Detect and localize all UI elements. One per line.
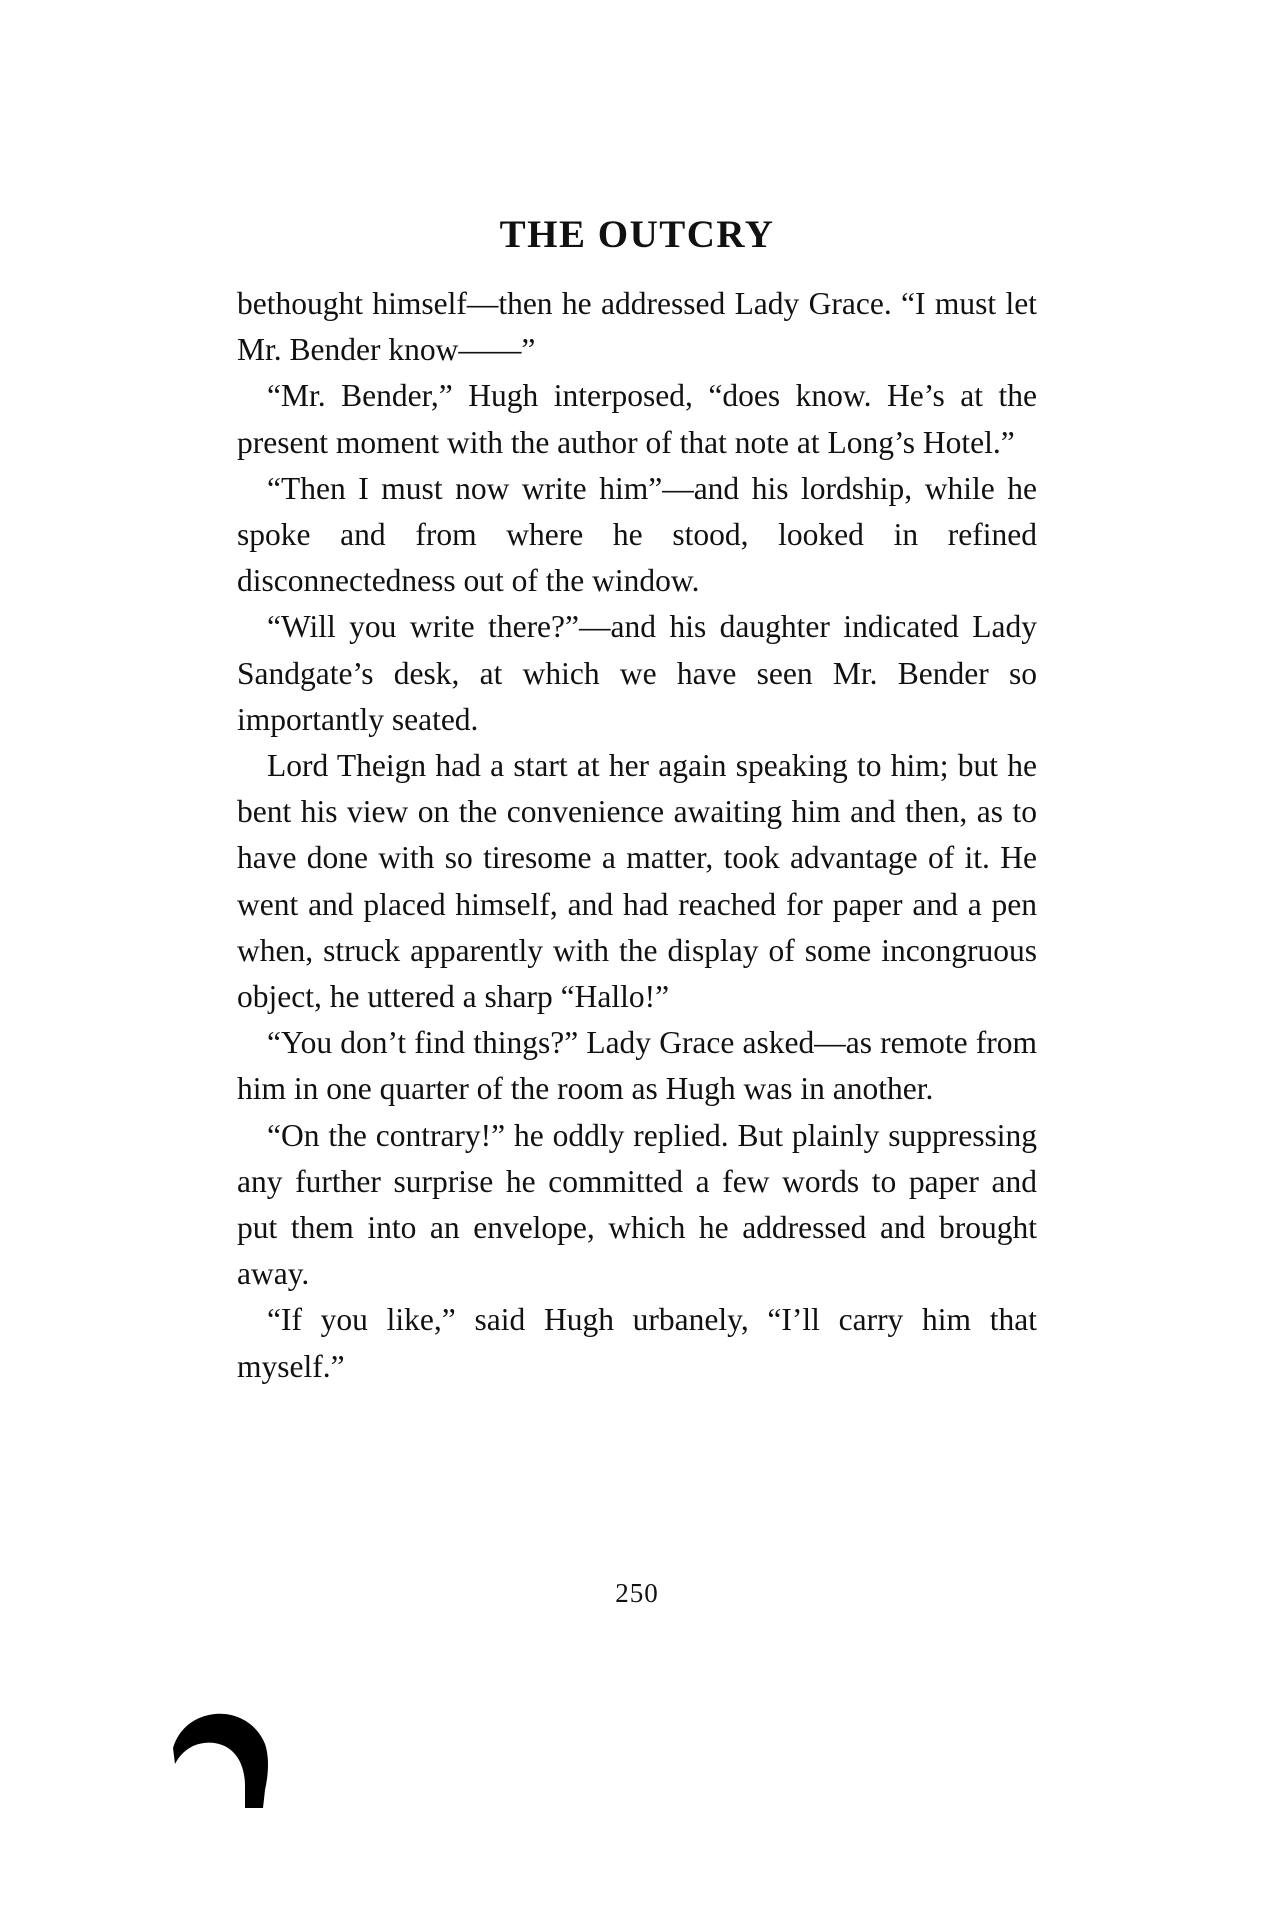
paragraph: “Mr. Bender,” Hugh interposed, “does know. He’s at the present moment with the author of that note at Long’s Hotel.” xyxy=(237,378,1037,460)
paragraph: “Will you write there?”—and his daughter indicated Lady Sandgate’s desk, at which we have seen Mr. Bender so importantly seated. xyxy=(237,609,1037,737)
paragraph: bethought himself—then he addressed Lady Grace. “I must let Mr. Bender know——” xyxy=(237,286,1037,368)
book-page xyxy=(237,205,1037,1390)
running-head: THE OUTCRY xyxy=(499,213,775,256)
paragraph: “If you like,” said Hugh urbanely, “I’ll carry him that myself.” xyxy=(237,1302,1037,1384)
page-number: 250 xyxy=(615,1578,659,1608)
paragraph: “Then I must now write him”—and his lordship, while he spoke and from where he stood, looked in refined disconnectedness out of the window. xyxy=(237,470,1037,599)
paragraph: “On the contrary!” he oddly replied. But plainly suppressing any further surprise he committed a few words to paper and put them into an envelope, which he addressed and brought away. xyxy=(237,1117,1037,1292)
scan-thumb-smudge xyxy=(165,1698,275,1808)
paragraph: Lord Theign had a start at her again speaking to him; but he bent his view on the convenience awaiting him and then, as to have done with so tiresome a matter, took advantage of it. He went and placed himself, and had reached for paper and a pen when, struck apparently with the display of some incongruous object, he uttered a sharp “Hallo!” xyxy=(237,748,1037,1015)
paragraph: “You don’t find things?” Lady Grace asked—as remote from him in one quarter of the room as Hugh was in another. xyxy=(237,1025,1037,1107)
body-text xyxy=(237,281,1037,1390)
